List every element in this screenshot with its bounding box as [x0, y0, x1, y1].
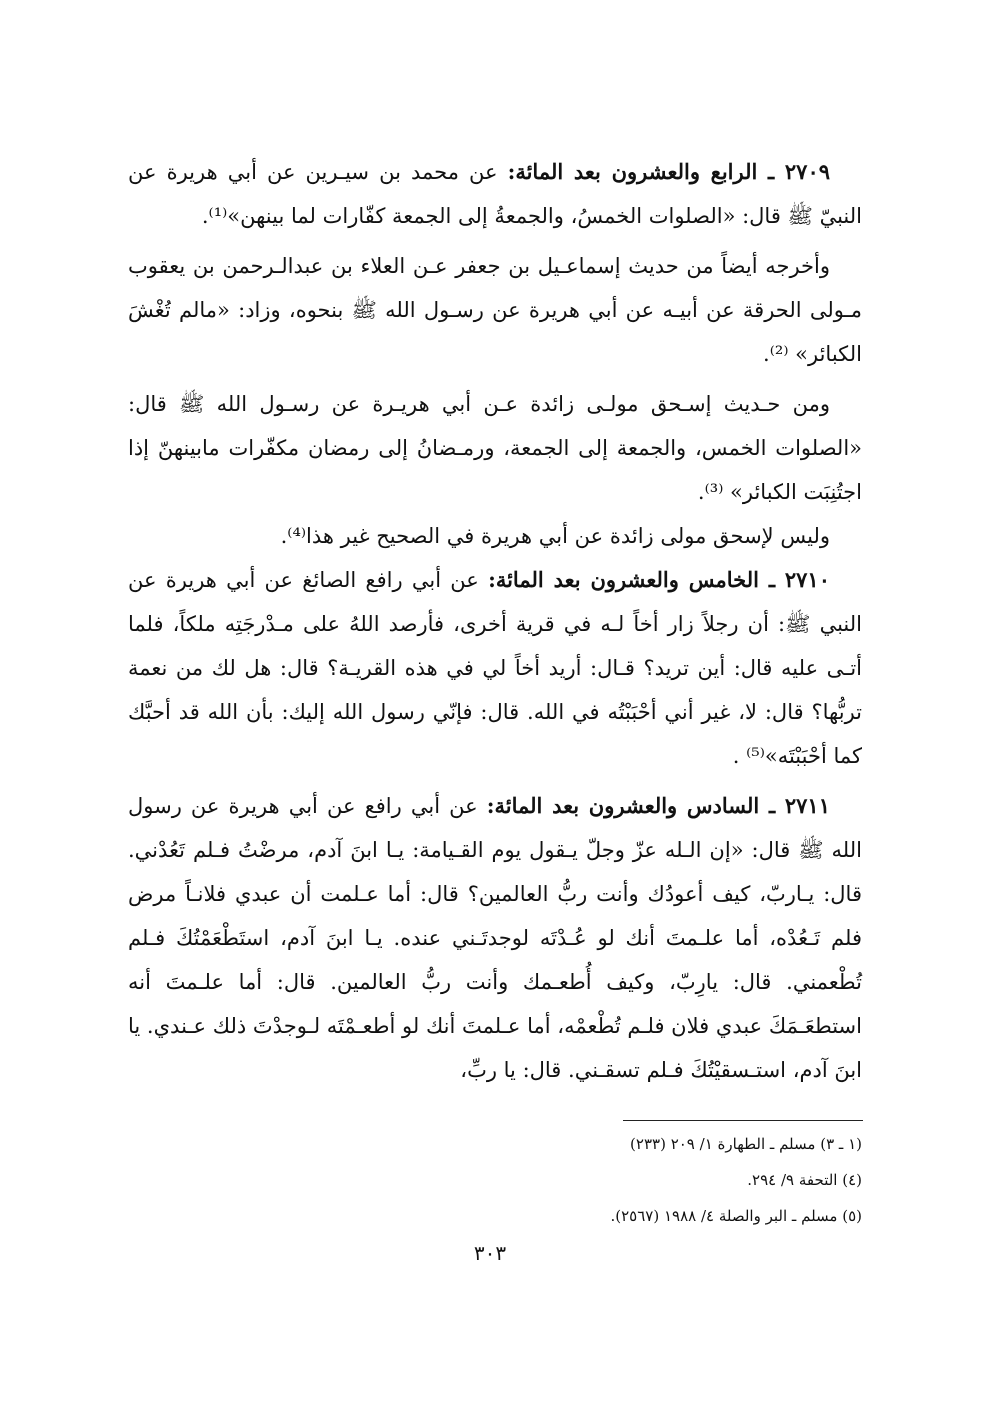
- hadith-2711-paragraph: [128, 784, 862, 1092]
- hadith-2709-text: عن محمد بن سيـرين عن أبي هريرة عن النبيّ ﷺ قال: «الصلوات الخمسُ، والجمعةُ إلى الجمعة كفّارات لما بينهن»⁽¹⁾.: [128, 160, 862, 228]
- footnote-1-3: (١ ـ ٣) مسلم ـ الطهارة ١/ ٢٠٩ (٢٣٣): [630, 1135, 862, 1153]
- hadith-2710-paragraph: [128, 558, 862, 778]
- hadith-2709-paragraph: [128, 150, 862, 238]
- hadith-2710-text: عن أبي رافع الصائغ عن أبي هريرة عن النبي ﷺ: أن رجلاً زار أخاً لـه في قرية أخرى، فأرصد اللهُ على مـدْرجَتِه ملكاً، فلما أتـى عليه قال: أين تريد؟ قـال: أريد أخاً لي في هذه القريـة؟ قال: هل لك من نعمة تربُّها؟ قال: لا، غير أني أحْبَبْتُه في الله. قال: فإنّي رسول الله إليك: بأن الله قد أحبَّك كما أحْبَبْتَه»⁽⁵⁾ .: [128, 568, 862, 768]
- page-number: ٣٠٣: [473, 1241, 507, 1265]
- hadith-2711-heading: ٢٧١١ ـ السادس والعشرون بعد المائة:: [486, 793, 830, 818]
- hadith-2709-second-narration: [128, 244, 862, 376]
- third-narration-text: ومن حـديث إسـحق مولـى زائدة عـن أبي هريـرة عن رسـول الله ﷺ قال: «الصلوات الخمس، والجمعة إلى الجمعة، ورمـضانُ إلى رمضان مكفّرات مابينهنّ إذا اجتُنِبَت الكبائر» ⁽³⁾.: [128, 392, 862, 504]
- footnote-divider: [623, 1120, 863, 1121]
- footnote-5: (٥) مسلم ـ البر والصلة ٤/ ١٩٨٨ (٢٥٦٧).: [610, 1207, 862, 1225]
- hadith-2710-heading: ٢٧١٠ ـ الخامس والعشرون بعد المائة:: [488, 567, 830, 592]
- note-text: وليس لإسحق مولى زائدة عن أبي هريرة في الصحيح غير هذا⁽⁴⁾.: [280, 524, 830, 548]
- hadith-2709-note: [128, 514, 862, 558]
- hadith-2711-text: عن أبي رافع عن أبي هريرة عن رسول الله ﷺ قال: «إن الـله عزّ وجلّ يـقول يوم القـيامة: يـا ابنَ آدم، مرضْتُ فـلم تَعُدْني. قال: يـاربّ، كيف أعودُك وأنت ربُّ العالمين؟ قال: أما عـلمت أن عبدي فلانـاً مرض فلم تَـعُدْه، أما علـمتَ أنك لو عُـدْتَه لوجدتَـني عنده. يـا ابنَ آدم، استَطْعَمْتُكَ فـلم تُطْعمني. قال: يارِبّ، وكيف أُطعـمك وأنت ربُّ العالمين. قال: أما علـمتَ أنه استطعَـمَكَ عبدي فلان فلـم تُطْعمْه، أما عـلمتَ أنك لو أطعـمْتَه لـوجدْتَ ذلك عـندي. يا ابنَ آدم، استـسقيْتُكَ فـلم تسقـني. قال: يا ربِّ،: [128, 794, 862, 1082]
- second-narration-text: وأخرجه أيضاً من حديث إسماعـيل بن جعفر عـن العلاء بن عبدالـرحمن بن يعقوب مـولى الحرقة عن أبيـه عن أبي هريرة عن رسـول الله ﷺ بنحوه، وزاد: «مالم تُغْشَ الكبائر» ⁽²⁾.: [128, 254, 862, 366]
- hadith-2709-third-narration: [128, 382, 862, 514]
- footnotes: [400, 1126, 862, 1234]
- main-text: [128, 150, 862, 1092]
- hadith-2709-heading: ٢٧٠٩ ـ الرابع والعشرون بعد المائة:: [507, 159, 831, 184]
- footnote-4: (٤) التحفة ٩/ ٢٩٤.: [747, 1171, 862, 1189]
